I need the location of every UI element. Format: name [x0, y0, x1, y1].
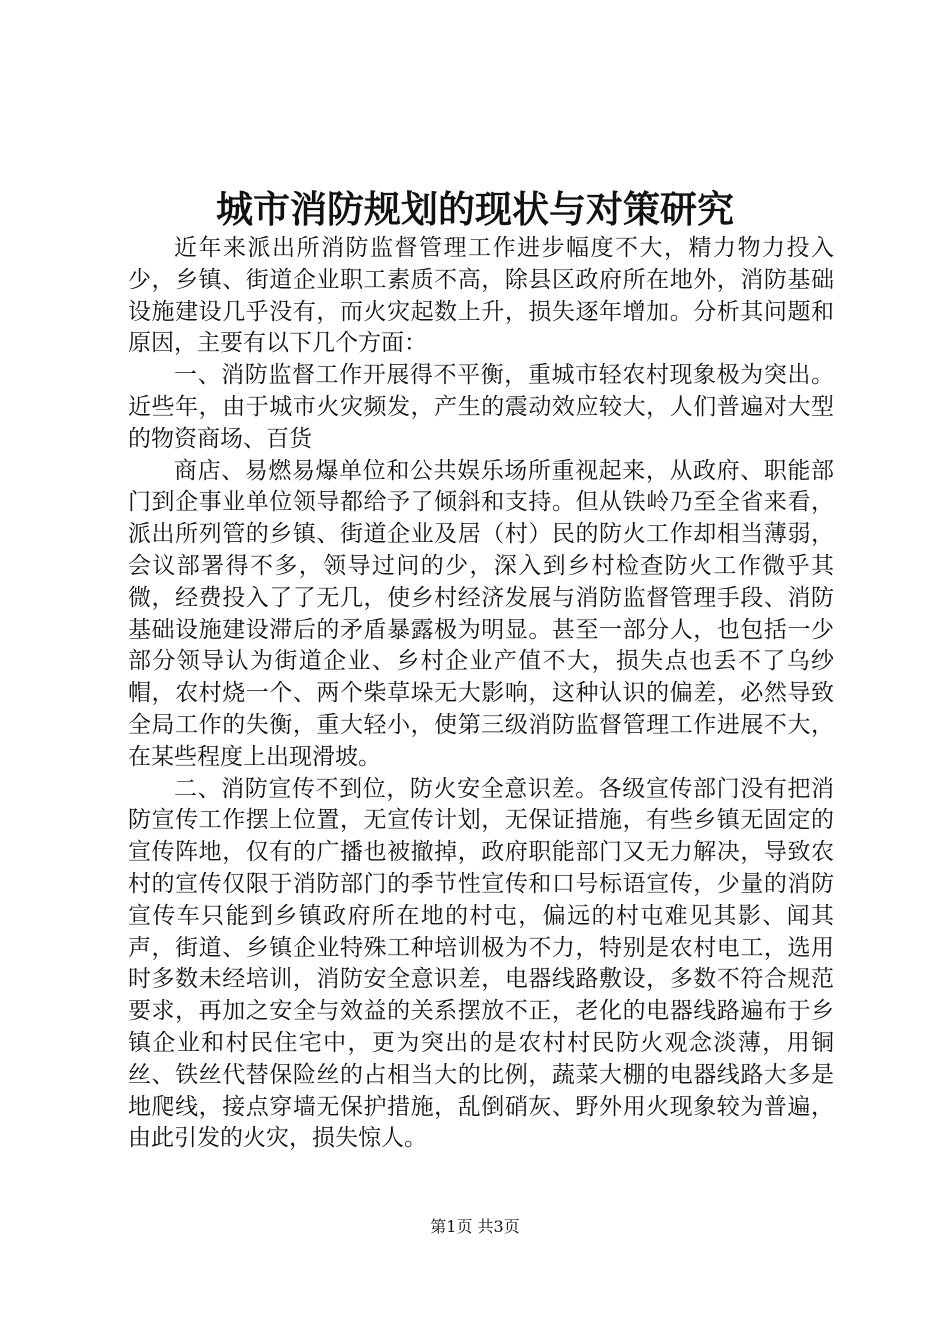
page-number-footer: 第1页 共3页: [430, 1217, 520, 1236]
document-body: [128, 233, 834, 1155]
paragraph-section-two: 二、消防宣传不到位，防火安全意识差。各级宣传部门没有把消防宣传工作摆上位置，无宣传计划，无保证措施，有些乡镇无固定的宣传阵地，仅有的广播也被撤掉，政府职能部门又无力解决，导致农村的宣传仅限于消防部门的季节性宣传和口号标语宣传，少量的消防宣传车只能到乡镇政府所在地的村屯，偏远的村屯难见其影、闻其声，街道、乡镇企业特殊工种培训极为不力，特别是农村电工，选用时多数未经培训，消防安全意识差，电器线路敷设，多数不符合规范要求，再加之安全与效益的关系摆放不正，老化的电器线路遍布于乡镇企业和村民住宅中，更为突出的是农村村民防火观念淡薄，用铜丝、铁丝代替保险丝的占相当大的比例，蔬菜大棚的电器线路大多是地爬线，接点穿墙无保护措施，乱倒硝灰、野外用火现象较为普遍，由此引发的火灾，损失惊人。: [128, 775, 834, 1152]
paragraph-intro: 近年来派出所消防监督管理工作进步幅度不大，精力物力投入少，乡镇、街道企业职工素质不高，除县区政府所在地外，消防基础设施建设几乎没有，而火灾起数上升，损失逐年增加。分析其问题和原因，主要有以下几个方面：: [128, 235, 834, 357]
paragraph-section-one: 一、消防监督工作开展得不平衡，重城市轻农村现象极为突出。近些年，由于城市火灾频发，产生的震动效应较大，人们普遍对大型的物资商场、百货: [128, 362, 834, 452]
paragraph-section-one-continued: 商店、易燃易爆单位和公共娱乐场所重视起来，从政府、职能部门到企事业单位领导都给予了倾斜和支持。但从铁岭乃至全省来看，派出所列管的乡镇、街道企业及居（村）民的防火工作却相当薄弱，会议部署得不多，领导过问的少，深入到乡村检查防火工作微乎其微，经费投入了了无几，使乡村经济发展与消防监督管理手段、消防基础设施建设滞后的矛盾暴露极为明显。甚至一部分人，也包括一少部分领导认为街道企业、乡村企业产值不大，损失点也丢不了乌纱帽，农村烧一个、两个柴草垛无大影响，这种认识的偏差，必然导致全局工作的失衡，重大轻小，使第三级消防监督管理工作进展不大，在某些程度上出现滑坡。: [128, 457, 834, 770]
document-title: 城市消防规划的现状与对策研究: [216, 188, 734, 231]
